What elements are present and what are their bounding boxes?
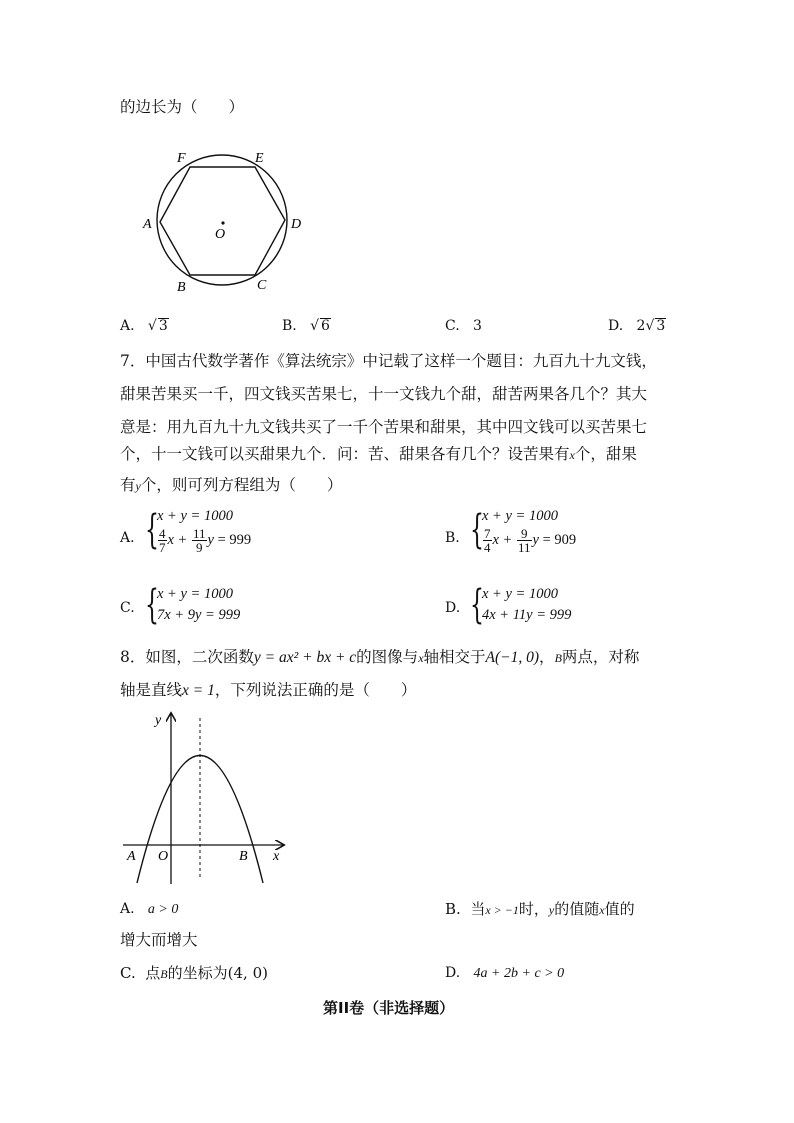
q7-d-row1: x + y = 1000 <box>482 586 558 602</box>
brace-icon: { <box>470 582 484 628</box>
q7-c-row2: 7x + 9y = 999 <box>157 607 241 623</box>
brace-icon: { <box>145 582 159 628</box>
q7-option-d-label: D. <box>445 600 461 616</box>
hexagon <box>160 167 285 275</box>
q8-option-a: A. a > 0 <box>120 901 179 917</box>
q8-option-d: D. 4a + 2b + c > 0 <box>445 965 565 981</box>
label-A: A <box>143 217 152 232</box>
q7-line-5: 有y个，则可列方程组为（ ） <box>120 476 343 494</box>
q6-option-c: C. 3 <box>445 318 482 334</box>
label-B: B <box>177 280 186 295</box>
brace-icon: { <box>145 507 159 553</box>
q7-option-d-system <box>470 584 571 626</box>
y-label: y <box>155 713 162 728</box>
q8-option-b-cont: 增大而增大 <box>120 931 198 949</box>
q8-option-b: B. 当x > −1时，y的值随x值的 <box>445 900 635 918</box>
point-a-label: A <box>127 849 136 864</box>
q7-option-b-label: B. <box>445 530 460 546</box>
label-D: D <box>291 217 302 232</box>
section-title: 第II卷（非选择题） <box>323 999 455 1017</box>
label-F: F <box>177 151 186 166</box>
q8-option-c: C. 点B的坐标为(4, 0) <box>120 964 268 982</box>
brace-icon: { <box>470 507 484 553</box>
q7-b-row2: $\frac{7}{4}$ x + $\frac{9}{11}$ y = 909 <box>484 526 577 555</box>
label-O: O <box>215 227 226 242</box>
q6-stem-tail: 的边长为（ ） <box>120 98 245 116</box>
center-dot <box>221 221 224 224</box>
q6-option-a: A. √ 3 <box>120 318 168 334</box>
q7-b-row1: x + y = 1000 <box>482 508 558 524</box>
q7-c-row1: x + y = 1000 <box>157 586 233 602</box>
q7-line-4: 个，十一文钱可以买甜果九个．问：苦、甜果各有几个？设苦果有x个，甜果 <box>120 445 637 463</box>
q8-parabola-graph <box>115 708 295 890</box>
q6-option-b: B. √ 6 <box>282 318 330 334</box>
q7-option-a-system <box>145 506 251 554</box>
q6-hexagon-figure <box>135 140 315 300</box>
origin-label: O <box>158 849 169 864</box>
label-E: E <box>255 151 264 166</box>
q7-a-row1: x + y = 1000 <box>157 508 233 524</box>
q7-a-row2: $\frac{4}{7}$ x + $\frac{11}{9}$ y = 999 <box>159 526 252 555</box>
q7-option-a-label: A. <box>120 530 135 546</box>
q7-line-1: 7．中国古代数学著作《算法统宗》中记载了这样一个题目：九百九十九文钱， <box>120 352 657 370</box>
q6-option-d: D. 2√ 3 <box>608 318 666 334</box>
q7-option-c-label: C. <box>120 600 135 616</box>
circumcircle <box>157 155 287 285</box>
q7-line-3: 意是：用九百九十九文钱共买了一千个苦果和甜果，其中四文钱可以买苦果七 <box>120 418 648 436</box>
q7-option-c-system <box>145 584 240 626</box>
q7-d-row2: 4x + 11y = 999 <box>482 607 572 623</box>
point-b-label: B <box>239 849 248 864</box>
q8-line-1: 8．如图，二次函数y = ax² + bx + c的图像与x轴相交于A(−1, 0)，B两点，对称 <box>120 648 640 666</box>
q7-option-b-system <box>470 506 576 554</box>
q8-line-2: 轴是直线x = 1，下列说法正确的是（ ） <box>120 681 417 699</box>
x-label: x <box>273 849 280 864</box>
q7-line-2: 甜果苦果买一千，四文钱买苦果七，十一文钱九个甜，甜苦两果各几个？其大 <box>120 385 648 403</box>
label-C: C <box>257 278 267 293</box>
